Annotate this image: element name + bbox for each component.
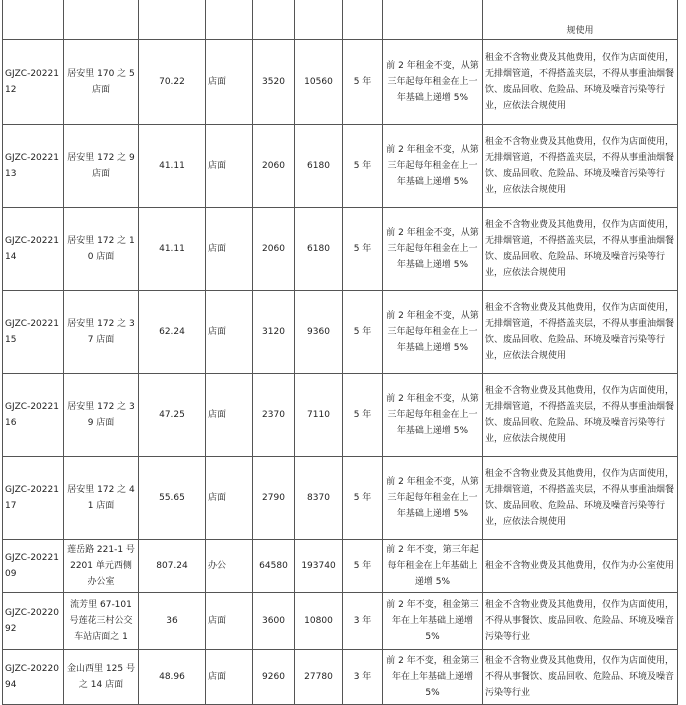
area-value: 48.96 [159,672,185,682]
area-value: 47.25 [159,410,185,420]
cell-address [64,125,139,208]
cell-type [206,374,253,457]
cell-id [3,650,64,705]
cell-deposit [295,40,343,125]
usage-type: 店面 [208,672,227,682]
table-row [3,593,678,650]
lot-id: GJZC-2022092 [5,608,59,634]
rent-terms-text: 前 2 年租金不变，从第三年起每年租金在上一年基础上递增 5% [386,145,479,187]
monthly-rent: 64580 [259,561,288,571]
cell-use [483,40,678,125]
lease-term: 5 年 [353,327,372,337]
cell-type [206,0,253,40]
lot-id: GJZC-2022113 [5,153,59,179]
use-text: 租金不含物业费及其他费用，仅作为店面使用，无排烟管道，不得搭盖夹层，不得从事重油烟餐饮、废品回收、危险品、环境及噪音污染等行业，应依法合规使用 [485,220,675,278]
cell-area [139,40,206,125]
area-value: 41.11 [159,244,185,254]
rent-terms-text: 前 2 年不变，租金第三年在上年基础上递增 5% [386,656,479,698]
cell-address [64,40,139,125]
cell-rent-terms [383,457,483,540]
use-text: 规使用 [566,26,594,36]
lease-listing-table [2,0,678,705]
address-text: 金山西里 125 号之 14 店面 [67,664,135,690]
deposit-amount: 8370 [307,493,330,503]
cell-type [206,593,253,650]
cell-type [206,540,253,593]
cell-deposit [295,291,343,374]
cell-address [64,593,139,650]
usage-type: 办公 [208,561,227,571]
use-text: 租金不含物业费及其他费用，仅作为店面使用，无排烟管道，不得搭盖夹层，不得从事重油烟餐饮、废品回收、危险品、环境及噪音污染等行业，应依法合规使用 [485,303,675,361]
area-value: 36 [166,616,178,626]
monthly-rent: 2060 [262,244,285,254]
lease-term: 5 年 [353,493,372,503]
lot-id: GJZC-2022114 [5,236,59,262]
cell-type [206,457,253,540]
address-text: 莲岳路 221-1 号 2201 单元西侧办公室 [67,545,135,587]
area-value: 807.24 [156,561,188,571]
deposit-amount: 7110 [307,410,330,420]
lot-id: GJZC-2022116 [5,402,59,428]
deposit-amount: 10800 [304,616,333,626]
cell-use [483,0,678,40]
cell-id [3,540,64,593]
cell-rent-terms [383,540,483,593]
cell-use [483,125,678,208]
cell-address [64,540,139,593]
cell-term [343,208,383,291]
deposit-amount: 10560 [304,77,333,87]
usage-type: 店面 [208,493,227,503]
cell-use [483,208,678,291]
use-text: 租金不含物业费及其他费用，仅作为办公室使用 [485,561,675,571]
use-text: 租金不含物业费及其他费用，仅作为店面使用，无排烟管道，不得搭盖夹层，不得从事重油烟餐饮、废品回收、危险品、环境及噪音污染等行业，应依法合规使用 [485,469,675,527]
lease-term: 5 年 [353,561,372,571]
cell-monthly [253,593,295,650]
monthly-rent: 3600 [262,616,285,626]
deposit-amount: 6180 [307,244,330,254]
table-row [3,40,678,125]
table-row [3,540,678,593]
cell-deposit [295,650,343,705]
lease-term: 5 年 [353,410,372,420]
rent-terms-text: 前 2 年租金不变，从第三年起每年租金在上一年基础上递增 5% [386,311,479,353]
cell-area [139,374,206,457]
cell-area [139,291,206,374]
use-text: 租金不含物业费及其他费用，仅作为店面使用，无排烟管道，不得搭盖夹层，不得从事重油烟餐饮、废品回收、危险品、环境及噪音污染等行业，应依法合规使用 [485,53,675,111]
cell-use [483,291,678,374]
address-text: 居安里 172 之 37 店面 [67,319,135,345]
area-value: 55.65 [159,493,185,503]
area-value: 62.24 [159,327,185,337]
cell-monthly [253,40,295,125]
rent-terms-text: 前 2 年租金不变，从第三年起每年租金在上一年基础上递增 5% [386,394,479,436]
cell-id [3,374,64,457]
address-text: 居安里 172 之 39 店面 [67,402,135,428]
cell-term [343,540,383,593]
cell-area [139,208,206,291]
lease-term: 5 年 [353,244,372,254]
monthly-rent: 2370 [262,410,285,420]
lease-term: 3 年 [353,616,372,626]
cell-type [206,208,253,291]
cell-deposit [295,540,343,593]
usage-type: 店面 [208,327,227,337]
cell-deposit [295,374,343,457]
cell-term [343,374,383,457]
cell-area [139,125,206,208]
monthly-rent: 3120 [262,327,285,337]
address-text: 居安里 172 之 9 店面 [67,153,135,179]
monthly-rent: 2790 [262,493,285,503]
cell-address [64,374,139,457]
monthly-rent: 3520 [262,77,285,87]
deposit-amount: 9360 [307,327,330,337]
cell-monthly [253,374,295,457]
cell-deposit [295,208,343,291]
cell-address [64,650,139,705]
cell-term [343,457,383,540]
cell-use [483,374,678,457]
cell-deposit [295,0,343,40]
cell-rent-terms [383,374,483,457]
usage-type: 店面 [208,616,227,626]
cell-area [139,0,206,40]
cell-id [3,125,64,208]
cell-id [3,457,64,540]
lease-term: 3 年 [353,672,372,682]
cell-address [64,208,139,291]
cell-monthly [253,125,295,208]
usage-type: 店面 [208,161,227,171]
cell-area [139,593,206,650]
deposit-amount: 27780 [304,672,333,682]
table-row [3,374,678,457]
cell-monthly [253,0,295,40]
cell-term [343,125,383,208]
cell-rent-terms [383,40,483,125]
use-text: 租金不含物业费及其他费用，仅作为店面使用，不得从事餐饮、废品回收、危险品、环境及噪音污染等行业 [485,600,675,642]
cell-address [64,291,139,374]
cell-term [343,650,383,705]
cell-type [206,650,253,705]
cell-area [139,650,206,705]
table-row [3,291,678,374]
table-row [3,650,678,705]
address-text: 流芳里 67-101 号莲花三村公交车站店面之 1 [69,600,133,642]
table-row [3,457,678,540]
cell-type [206,291,253,374]
table-row [3,125,678,208]
lot-id: GJZC-2022112 [5,69,59,95]
cell-address [64,0,139,40]
address-text: 居安里 172 之 41 店面 [67,485,135,511]
deposit-amount: 6180 [307,161,330,171]
use-text: 租金不含物业费及其他费用，仅作为店面使用，无排烟管道，不得搭盖夹层，不得从事重油烟餐饮、废品回收、危险品、环境及噪音污染等行业，应依法合规使用 [485,137,675,195]
address-text: 居安里 170 之 5 店面 [67,69,135,95]
cell-monthly [253,208,295,291]
lot-id: GJZC-2022117 [5,485,59,511]
area-value: 70.22 [159,77,185,87]
cell-area [139,457,206,540]
cell-rent-terms [383,125,483,208]
cell-use [483,457,678,540]
cell-monthly [253,650,295,705]
cell-deposit [295,593,343,650]
cell-id [3,40,64,125]
cell-term [343,291,383,374]
usage-type: 店面 [208,244,227,254]
rent-terms-text: 前 2 年租金不变，从第三年起每年租金在上一年基础上递增 5% [386,477,479,519]
table-row-top-partial [3,0,678,40]
cell-use [483,540,678,593]
monthly-rent: 2060 [262,161,285,171]
lease-term: 5 年 [353,161,372,171]
rent-terms-text: 前 2 年租金不变，从第三年起每年租金在上一年基础上递增 5% [386,61,479,103]
monthly-rent: 9260 [262,672,285,682]
use-text: 租金不含物业费及其他费用，仅作为店面使用，无排烟管道，不得搭盖夹层，不得从事重油烟餐饮、废品回收、危险品、环境及噪音污染等行业，应依法合规使用 [485,386,675,444]
lot-id: GJZC-2022094 [5,664,59,690]
usage-type: 店面 [208,410,227,420]
cell-id [3,208,64,291]
cell-use [483,650,678,705]
cell-id [3,593,64,650]
lot-id: GJZC-2022109 [5,553,59,579]
cell-term [343,40,383,125]
cell-type [206,40,253,125]
cell-monthly [253,291,295,374]
rent-terms-text: 前 2 年租金不变，从第三年起每年租金在上一年基础上递增 5% [386,228,479,270]
cell-deposit [295,457,343,540]
cell-rent-terms [383,593,483,650]
rent-terms-text: 前 2 年不变，第三年起每年租金在上年基础上递增 5% [386,545,479,587]
deposit-amount: 193740 [301,561,336,571]
use-text: 租金不含物业费及其他费用，仅作为店面使用，不得从事餐饮、废品回收、危险品、环境及噪音污染等行业 [485,656,675,698]
lot-id: GJZC-2022115 [5,319,59,345]
cell-term [343,593,383,650]
table-row [3,208,678,291]
rent-terms-text: 前 2 年不变，租金第三年在上年基础上递增 5% [386,600,479,642]
cell-id [3,291,64,374]
cell-rent-terms [383,208,483,291]
cell-monthly [253,540,295,593]
cell-monthly [253,457,295,540]
cell-use [483,593,678,650]
usage-type: 店面 [208,77,227,87]
cell-area [139,540,206,593]
cell-address [64,457,139,540]
cell-id [3,0,64,40]
cell-rent-terms [383,650,483,705]
area-value: 41.11 [159,161,185,171]
cell-rent-terms [383,0,483,40]
cell-term [343,0,383,40]
cell-type [206,125,253,208]
cell-deposit [295,125,343,208]
cell-rent-terms [383,291,483,374]
address-text: 居安里 172 之 10 店面 [67,236,135,262]
lease-term: 5 年 [353,77,372,87]
